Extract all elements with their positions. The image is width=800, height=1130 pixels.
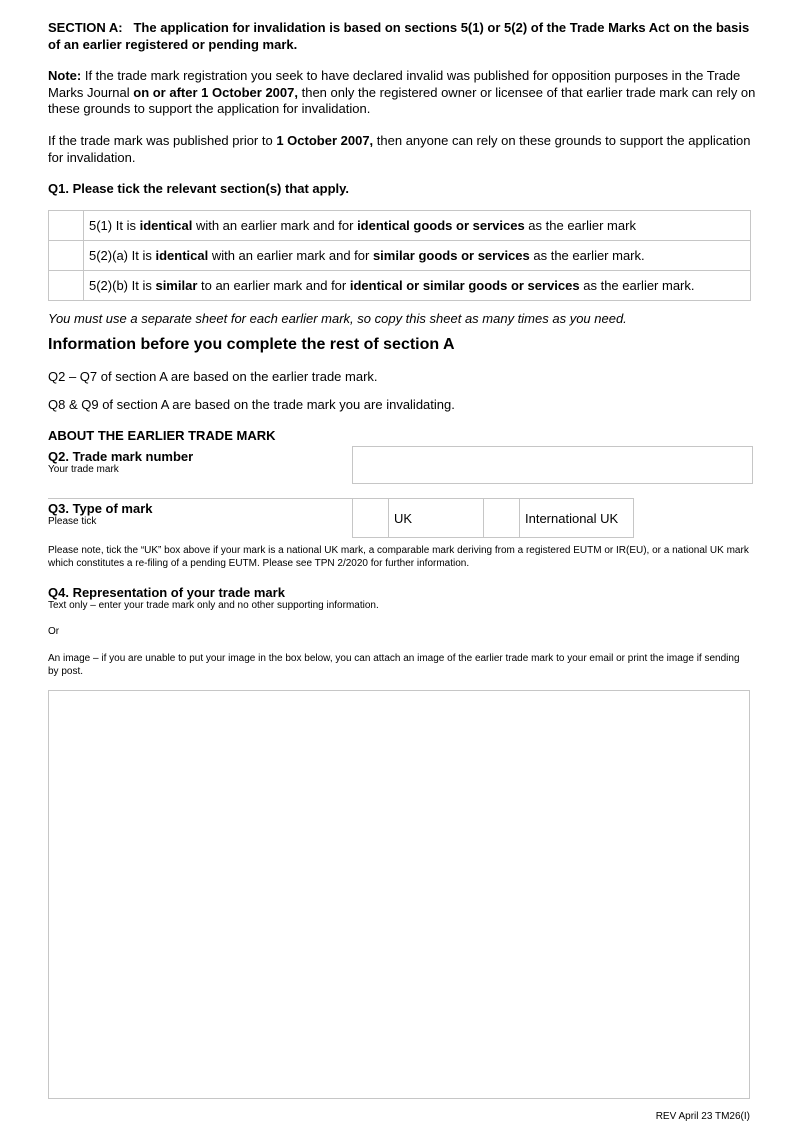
prior-date-bold: 1 October 2007, [276, 133, 374, 148]
q1-tick-box-5-2-a[interactable] [49, 241, 84, 271]
q1-row1-mid: with an earlier mark and for [192, 218, 358, 233]
q1-row2-bold2: similar goods or services [372, 248, 530, 263]
note-paragraph [48, 68, 758, 118]
q1-row1-bold2: identical goods or services [357, 218, 525, 233]
about-earlier-mark-heading: ABOUT THE EARLIER TRADE MARK [48, 428, 276, 443]
info-heading: Information before you complete the rest of section A [48, 336, 455, 353]
q3-title: Q3. Type of mark [48, 501, 153, 516]
q1-row2-prefix: 5(2)(a) It is [89, 248, 156, 263]
q4-subtitle: Text only – enter your trade mark only and no other supporting information. [48, 600, 379, 611]
q2-subtitle: Your trade mark [48, 464, 119, 475]
q1-row3-bold2: identical or similar goods or services [349, 278, 580, 293]
prior-text-2: then anyone can rely on these grounds to support the application for invalidation. [48, 133, 751, 165]
section-a-heading [48, 20, 758, 53]
q1-row1-suffix: as the earlier mark [524, 218, 636, 233]
q1-tick-box-5-2-b[interactable] [49, 271, 84, 301]
q2-q7-note: Q2 – Q7 of section A are based on the earlier trade mark. [48, 369, 378, 384]
section-a-title: The application for invalidation is based on sections 5(1) or 5(2) of the Trade Marks Act on the basis of an earlier registered or pending mark. [48, 20, 750, 52]
q1-row2-suffix: as the earlier mark. [529, 248, 645, 263]
q3-international-tick-box[interactable] [484, 499, 520, 538]
q3-type-of-mark-table [352, 498, 634, 538]
q1-label-5-1 [84, 211, 751, 241]
q1-row3-prefix: 5(2)(b) It is [89, 278, 156, 293]
q1-row-5-2-b [49, 271, 751, 301]
q3-international-label: International UK [520, 499, 634, 538]
q1-label-5-2-b [84, 271, 751, 301]
trade-mark-number-field[interactable] [352, 446, 753, 484]
separate-sheet-note: You must use a separate sheet for each earlier mark, so copy this sheet as many times as you need. [48, 311, 627, 326]
q4-label-group [48, 585, 758, 612]
note-text-2: then only the registered owner or licensee of that earlier trade mark can rely on these grounds to support the application for invalidation. [48, 84, 756, 116]
q4-title: Q4. Representation of your trade mark [48, 585, 285, 600]
note-date-bold: on or after 1 October 2007, [133, 84, 298, 100]
q1-row1-bold1: identical [139, 218, 193, 233]
q8-q9-note: Q8 & Q9 of section A are based on the trade mark you are invalidating. [48, 397, 455, 412]
q2-divider [48, 498, 352, 499]
footer-revision: REV April 23 TM26(I) [655, 1111, 750, 1122]
q1-row2-bold1: identical [155, 248, 209, 263]
q1-row-5-1 [49, 211, 751, 241]
q1-row-5-2-a [49, 241, 751, 271]
q1-options-table [48, 210, 751, 301]
q1-row2-mid: with an earlier mark and for [208, 248, 373, 263]
prior-paragraph [48, 133, 758, 166]
q1-tick-box-5-1[interactable] [49, 211, 84, 241]
image-note: An image – if you are unable to put your image in the box below, you can attach an image of the earlier trade mark to your email or print the image if sending by post. [48, 653, 740, 677]
q3-uk-label: UK [389, 499, 484, 538]
q3-subtitle: Please tick [48, 516, 97, 527]
q1-row3-mid: to an earlier mark and for [197, 278, 350, 293]
q1-row3-suffix: as the earlier mark. [579, 278, 695, 293]
q3-uk-tick-box[interactable] [353, 499, 389, 538]
q2-label-group [48, 449, 348, 476]
q1-heading: Q1. Please tick the relevant section(s) that apply. [48, 181, 350, 196]
q3-note: Please note, tick the “UK” box above if your mark is a national UK mark, a comparable mark deriving from a registered EUTM or IR(EU), or a national UK mark which constitutes a re-filing of a pending EUTM. Please see TPN 2/2020 for further information. [48, 545, 749, 569]
trade-mark-image-box[interactable] [48, 690, 750, 1099]
or-text: Or [48, 626, 60, 637]
note-text-1: If the trade mark registration you seek to have declared invalid was published for opposition purposes in the Trade Marks Journal [48, 68, 741, 100]
q1-row1-prefix: 5(1) It is [89, 218, 140, 233]
q3-label-group [48, 501, 348, 528]
note-label: Note: [48, 68, 82, 83]
q1-label-5-2-a [84, 241, 751, 271]
section-a-label: SECTION A: [48, 20, 123, 35]
prior-text-1: If the trade mark was published prior to [48, 133, 277, 148]
q1-row3-bold1: similar [155, 278, 198, 293]
q2-title: Q2. Trade mark number [48, 449, 194, 464]
